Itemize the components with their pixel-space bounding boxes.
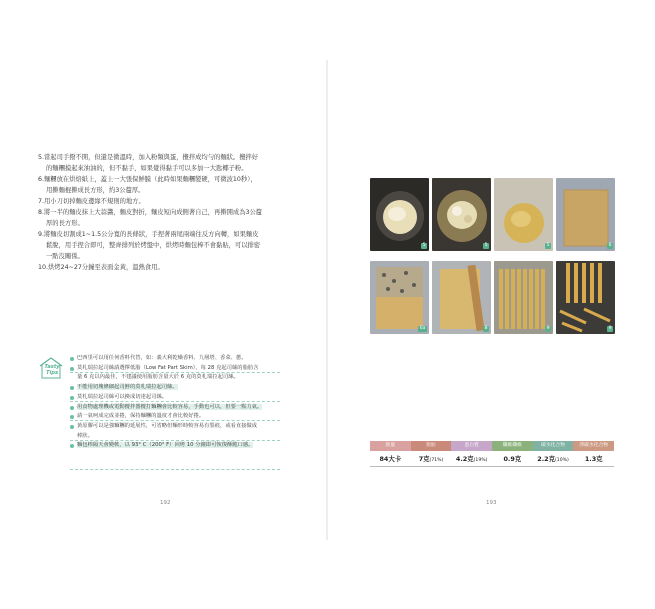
- step-photo: [432, 261, 491, 334]
- photo-step-badge: 9: [546, 326, 550, 331]
- photo-step-badge: 5: [484, 243, 488, 248]
- step-photo: [556, 261, 615, 334]
- step-10: [38, 262, 300, 273]
- nutrition-header: 蛋白質: [451, 441, 492, 451]
- step-9: [38, 229, 300, 262]
- tip-item: 用食物處理機或電動攪拌器攪打麵糰會比較容易，手動也可以，但要一點力氣。: [70, 403, 300, 413]
- tip-item: 棒狀。: [77, 432, 93, 439]
- step-text-cont: 的麵糰摸起來油油的，但不黏手，如果覺得黏手可以多加一大匙椰子粉。: [46, 165, 248, 172]
- divider: [70, 372, 280, 373]
- nutrition-value: 4.2克(19%): [455, 455, 488, 463]
- divider: [70, 401, 280, 402]
- step-photo: [494, 261, 553, 334]
- step-text: 9.將麵皮切割成1~1.5公分寬的長條狀，手捏著兩尾兩端往反方向轉，如果麵皮: [38, 231, 259, 238]
- photo-step-badge: 8: [484, 326, 488, 331]
- nutrition-header: 碳水化合物: [533, 441, 574, 451]
- tip-item: 不能用切塊條細起司鮮的莫札瑞拉起司絲。: [70, 383, 300, 393]
- step-6: [38, 174, 300, 196]
- step-photo: [494, 178, 553, 251]
- photo-step-badge: 6: [608, 243, 612, 248]
- step-text: 7.用小刀切掉麵皮邊緣不規則的地方。: [38, 198, 145, 205]
- nutrition-value: 84大卡: [379, 455, 402, 463]
- divider: [70, 440, 280, 441]
- divider: [70, 469, 280, 470]
- photo-step-badge: 5: [546, 243, 550, 248]
- photo-step-badge: 6a: [419, 326, 426, 331]
- step-photo: [370, 261, 429, 334]
- page-gutter: [326, 60, 328, 540]
- step-photo: [556, 178, 615, 251]
- tip-item: 請一氣呵成完成並捲，保持麵糰的溫度才會比較好捲。: [70, 412, 300, 422]
- tips-label: Tasty Tips: [44, 364, 60, 376]
- nutrition-value-row: [370, 451, 614, 467]
- nutrition-value: 1.3克: [584, 455, 603, 463]
- nutrition-header: 纖維纖維: [492, 441, 533, 451]
- page-number-left: 192: [160, 500, 171, 506]
- divider: [70, 420, 280, 421]
- step-text: 8.將一半的麵皮抹上大蒜醬，麵皮對折，麵皮短向成側著自己，再擀開成為3公釐: [38, 209, 263, 216]
- step-8: [38, 207, 300, 229]
- step-text-cont: 鬆脫，用手捏合即可，整齊排列於烤盤中，烘烤時麵包棒不會黏貼，可以排密: [46, 242, 261, 249]
- tip-item: 量 6 克以內最佳，不建議使用脂肪含量大於 6 克的莫札瑞拉起司絲。: [77, 374, 239, 381]
- step-5: [38, 152, 300, 174]
- nutrition-header: 淨碳水化合物: [573, 441, 614, 451]
- nutrition-header-row: [370, 441, 614, 451]
- tip-item: 巴西里可以用任何香料代替，如：義大利乾燥香料、九層塔、香菜、蔥。: [70, 354, 300, 364]
- step-7: [38, 196, 300, 207]
- tip-item: 莫札瑞拉起司絲請選擇低脂（Low Fat Part Skim），每 28 克起司絲的脂肪含: [70, 364, 300, 374]
- step-photo: [370, 178, 429, 251]
- recipe-steps: [38, 152, 300, 273]
- nutrition-value: 7克(71%): [418, 455, 444, 463]
- photo-step-badge: 9: [608, 326, 612, 331]
- tip-item: 麵包棒隔天會變軟，以 93° C（200° F）回烤 10 分鐘即可恢復酥脆口感。: [70, 441, 300, 451]
- step-text: 10.烘烤24~27分鐘至表面金黃，溫熱食用。: [38, 264, 164, 271]
- nutrition-header: 脂肪: [411, 441, 452, 451]
- page-number-right: 193: [486, 500, 497, 506]
- nutrition-value: 2.2克(10%): [537, 455, 569, 463]
- step-text: 6.麵糰放在烘焙紙上，蓋上一大張保鮮膜（此時如果麵糰變硬，可微波10秒），: [38, 176, 257, 183]
- step-text: 5.當起司手撥不開，但還是微溫時，加入粉類與蛋，攪拌成均勻的麵狀。攪拌好: [38, 154, 259, 161]
- nutrition-table: [370, 441, 614, 467]
- tips-list: [70, 354, 300, 451]
- nutrition-header: 熱量: [370, 441, 411, 451]
- tip-item: 黃原膠可以是強麵糰的延展性，可省略但麵形時較容易有裂痕，或看直接做成: [70, 422, 300, 432]
- tip-item: 莫札瑞拉起司絲可以換成切達起司絲。: [70, 393, 300, 403]
- photo-step-badge: 5: [422, 243, 426, 248]
- nutrition-value: 0.9克: [503, 455, 522, 463]
- step-text-cont: 厚的長方形。: [46, 220, 84, 227]
- step-text-cont: 用擀麵棍擀成長方形，約3公釐厚。: [46, 187, 145, 194]
- step-text-cont: 一點沒關係。: [46, 253, 84, 260]
- step-photo: [432, 178, 491, 251]
